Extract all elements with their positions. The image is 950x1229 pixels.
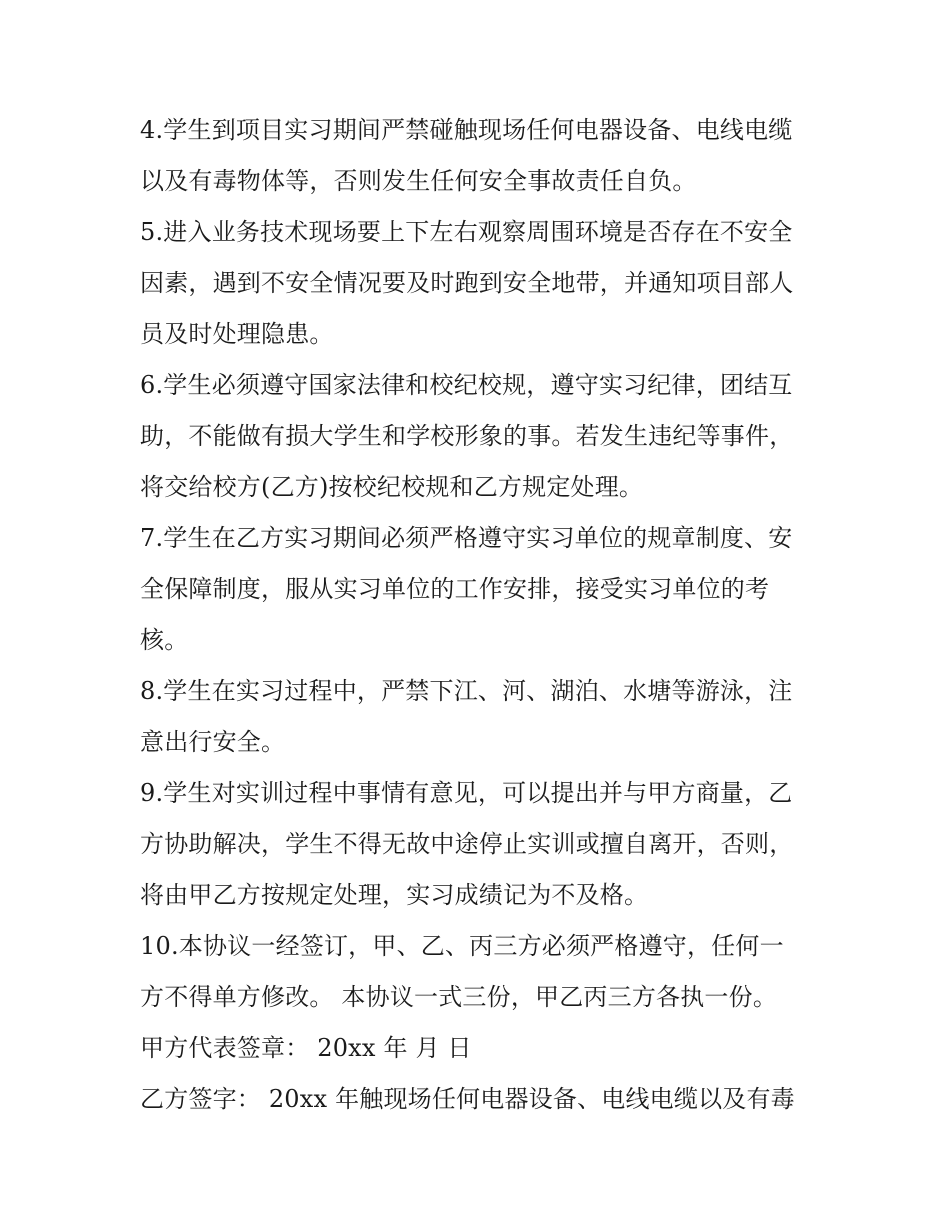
text-line: 7.学生在乙方实习期间必须严格遵守实习单位的规章制度、安: [140, 524, 793, 552]
text-line: 方不得单方修改。 本协议一式三份，甲乙丙三方各执一份。: [140, 983, 778, 1011]
text-line: 助，不能做有损大学生和学校形象的事。若发生违纪等事件，: [140, 422, 794, 450]
document-body: [140, 105, 820, 1125]
text-line: 6.学生必须遵守国家法律和校纪校规，遵守实习纪律，团结互: [140, 371, 793, 399]
text-line: 核。: [140, 626, 189, 654]
text-line: 以及有毒物体等，否则发生任何安全事故责任自负。: [140, 167, 697, 195]
text-line: 将交给校方(乙方)按校纪校规和乙方规定处理。: [140, 473, 644, 501]
text-line: 全保障制度，服从实习单位的工作安排，接受实习单位的考: [140, 575, 770, 603]
text-line: 9.学生对实训过程中事情有意见，可以提出并与甲方商量，乙: [140, 779, 793, 807]
signature-line-party-a: 甲方代表签章： 20xx 年 月 日: [140, 1034, 472, 1062]
text-line: 将由甲乙方按规定处理，实习成绩记为不及格。: [140, 881, 649, 909]
text-line: 8.学生在实习过程中，严禁下江、河、湖泊、水塘等游泳，注: [140, 677, 793, 705]
text-line: 方协助解决，学生不得无故中途停止实训或擅自离开，否则，: [140, 830, 794, 858]
text-line: 4.学生到项目实习期间严禁碰触现场任何电器设备、电线电缆: [140, 116, 793, 144]
signature-line-party-b: 乙方签字： 20xx 年触现场任何电器设备、电线电缆以及有毒: [140, 1085, 795, 1113]
text-line: 5.进入业务技术现场要上下左右观察周围环境是否存在不安全: [140, 218, 793, 246]
text-line: 10.本协议一经签订，甲、乙、丙三方必须严格遵守，任何一: [140, 932, 784, 960]
text-line: 员及时处理隐患。: [140, 320, 334, 348]
text-line: 因素，遇到不安全情况要及时跑到安全地带，并通知项目部人: [140, 269, 794, 297]
text-line: 意出行安全。: [140, 728, 286, 756]
